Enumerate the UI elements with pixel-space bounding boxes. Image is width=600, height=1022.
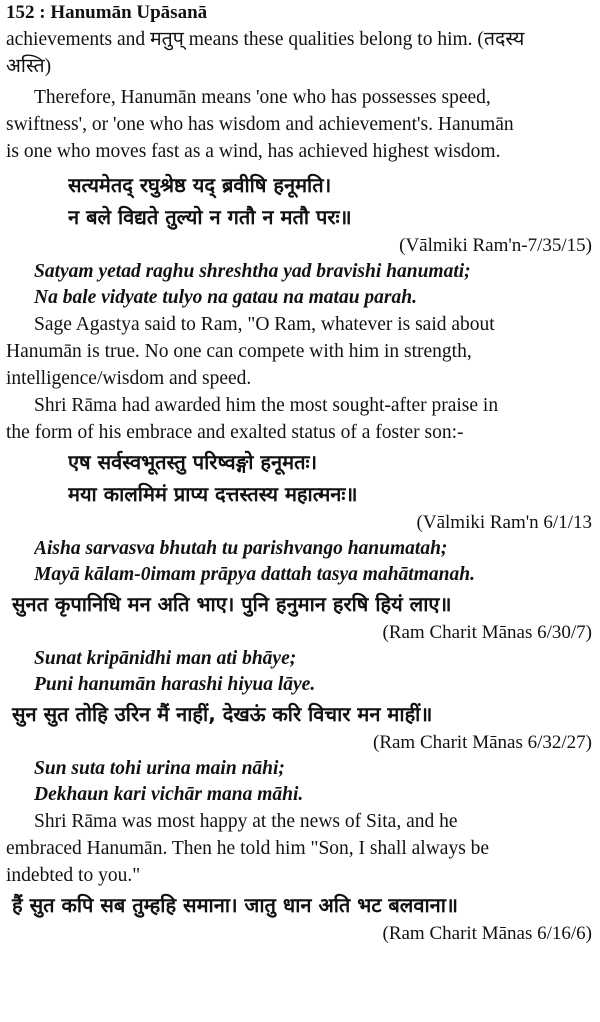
translit-line: Dekhaun kari vichār mana māhi. bbox=[34, 784, 304, 805]
paragraph-meaning bbox=[6, 84, 596, 165]
verse-reference: (Vālmiki Ram'n-7/35/15) bbox=[399, 235, 592, 256]
verse-line: न बले विद्यते तुल्यो न गतौ न मतौ परः॥ bbox=[68, 205, 352, 229]
translit-line: Sun suta tohi urina main nāhi; bbox=[34, 758, 285, 779]
text-line: embraced Hanumān. Then he told him "Son, I shall always be bbox=[6, 838, 490, 859]
verse-reference: (Ram Charit Mānas 6/16/6) bbox=[382, 923, 592, 944]
text-line: the form of his embrace and exalted status of a foster son:- bbox=[6, 422, 464, 443]
text-line: Sage Agastya said to Ram, "O Ram, whatever is said about bbox=[34, 314, 495, 335]
verse-line: मया कालमिमं प्राप्य दत्तस्तस्य महात्मनः॥ bbox=[68, 482, 358, 506]
paragraph-continuation bbox=[6, 26, 596, 80]
paragraph-agastya bbox=[6, 311, 596, 392]
text-line: swiftness', or 'one who has wisdom and achievement's. Hanumān bbox=[6, 114, 514, 135]
running-header: 152 : Hanumān Upāsanā bbox=[6, 2, 208, 23]
hindi-verse-4: सुन सुत तोहि उरिन मैं नाहीं, देखऊं करि विचार मन माहीं॥ bbox=[12, 702, 433, 726]
text-line: is one who moves fast as a wind, has achieved highest wisdom. bbox=[6, 141, 501, 162]
text-line: Therefore, Hanumān means 'one who has possesses speed, bbox=[34, 87, 491, 108]
verse-line: सत्यमेतद् रघुश्रेष्ठ यद् ब्रवीषि हनूमति। bbox=[68, 173, 332, 197]
transliteration-4 bbox=[6, 756, 596, 808]
translit-line: Puni hanumān harashi hiyua lāye. bbox=[34, 674, 316, 695]
translit-line: Mayā kālam-0imam prāpya dattah tasya mahātmanah. bbox=[34, 564, 475, 585]
text-line: Hanumān is true. No one can compete with him in strength, bbox=[6, 341, 472, 362]
text-line: achievements and मतुप् means these qualities belong to him. (तदस्य bbox=[6, 29, 525, 50]
text-line: अस्ति) bbox=[6, 56, 52, 77]
translit-line: Na bale vidyate tulyo na gatau na matau parah. bbox=[34, 287, 417, 308]
verse-reference: (Vālmiki Ram'n 6/1/13 bbox=[416, 512, 592, 533]
text-line: indebted to you." bbox=[6, 865, 141, 886]
text-line: Shri Rāma was most happy at the news of Sita, and he bbox=[34, 811, 458, 832]
translit-line: Sunat kripānidhi man ati bhāye; bbox=[34, 648, 297, 669]
translit-line: Aisha sarvasva bhutah tu parishvango hanumatah; bbox=[34, 538, 448, 559]
transliteration-3 bbox=[6, 646, 596, 698]
hindi-verse-3: सुनत कृपानिधि मन अति भाए। पुनि हनुमान हरषि हियं लाए॥ bbox=[12, 592, 452, 616]
verse-reference: (Ram Charit Mānas 6/32/27) bbox=[373, 732, 592, 753]
translit-line: Satyam yetad raghu shreshtha yad bravishi hanumati; bbox=[34, 261, 471, 282]
text-line: Shri Rāma had awarded him the most sought-after praise in bbox=[34, 395, 499, 416]
text-line: intelligence/wisdom and speed. bbox=[6, 368, 252, 389]
verse-reference: (Ram Charit Mānas 6/30/7) bbox=[382, 622, 592, 643]
verse-line: एष सर्वस्वभूतस्तु परिष्वङ्गो हनूमतः। bbox=[68, 450, 318, 474]
paragraph-sita-news bbox=[6, 808, 596, 889]
transliteration-1 bbox=[6, 259, 596, 311]
transliteration-2 bbox=[6, 536, 596, 588]
sanskrit-verse-2 bbox=[6, 446, 596, 510]
sanskrit-verse-1 bbox=[6, 169, 596, 233]
paragraph-embrace bbox=[6, 392, 596, 446]
hindi-verse-5: हैं सुत कपि सब तुम्हहि समाना। जातु धान अति भट बलवाना॥ bbox=[12, 893, 458, 917]
